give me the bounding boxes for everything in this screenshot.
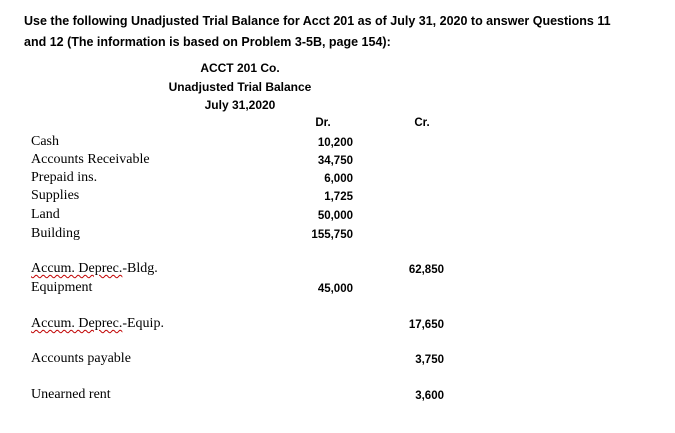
account-name-suffix: -Equip. [122, 316, 164, 331]
account-name-land: Land [31, 207, 60, 222]
cr-amount-accounts-payable: 3,750 [415, 354, 444, 366]
intro-line-2: and 12 (The information is based on Problem 3-5B, page 154): [24, 35, 391, 49]
account-name-unearned-rent: Unearned rent [31, 387, 111, 402]
account-name-suffix: -Bldg. [122, 261, 158, 276]
account-name-cash: Cash [31, 134, 59, 149]
statement-date: July 31,2020 [204, 98, 276, 112]
intro-line-1: Use the following Unadjusted Trial Balance for Acct 201 as of July 31, 2020 to answer Questions 11 [24, 14, 611, 28]
cr-column-header: Cr. [414, 117, 430, 129]
dr-amount-supplies: 1,725 [324, 191, 353, 203]
dr-amount-cash: 10,200 [317, 137, 353, 149]
dr-column-header: Dr. [315, 117, 331, 129]
cr-amount-accum-deprec-equip: 17,650 [408, 319, 444, 331]
dr-amount-prepaid-insurance: 6,000 [324, 173, 353, 185]
dr-amount-accounts-receivable: 34,750 [317, 155, 353, 167]
account-name-accounts-receivable: Accounts Receivable [31, 152, 150, 167]
company-name: ACCT 201 Co. [200, 61, 280, 75]
account-name-building: Building [31, 226, 81, 241]
cr-amount-accum-deprec-bldg: 62,850 [408, 264, 444, 276]
account-name-equipment: Equipment [31, 280, 93, 295]
dr-amount-equipment: 45,000 [317, 283, 353, 295]
cr-amount-unearned-rent: 3,600 [415, 390, 444, 402]
intro-text [24, 11, 664, 53]
account-name-prepaid-insurance: Prepaid ins. [31, 170, 98, 185]
spellcheck-flagged-text: Accum. Deprec. [31, 261, 123, 276]
statement-title: Unadjusted Trial Balance [168, 80, 312, 94]
account-name-accounts-payable: Accounts payable [31, 351, 131, 366]
account-name-accum-deprec-bldg [31, 261, 158, 277]
account-name-accum-deprec-equip [31, 316, 164, 332]
dr-amount-building: 155,750 [311, 229, 353, 241]
spellcheck-flagged-text: Accum. Deprec. [31, 316, 123, 331]
dr-amount-land: 50,000 [317, 210, 353, 222]
account-name-supplies: Supplies [31, 188, 80, 203]
